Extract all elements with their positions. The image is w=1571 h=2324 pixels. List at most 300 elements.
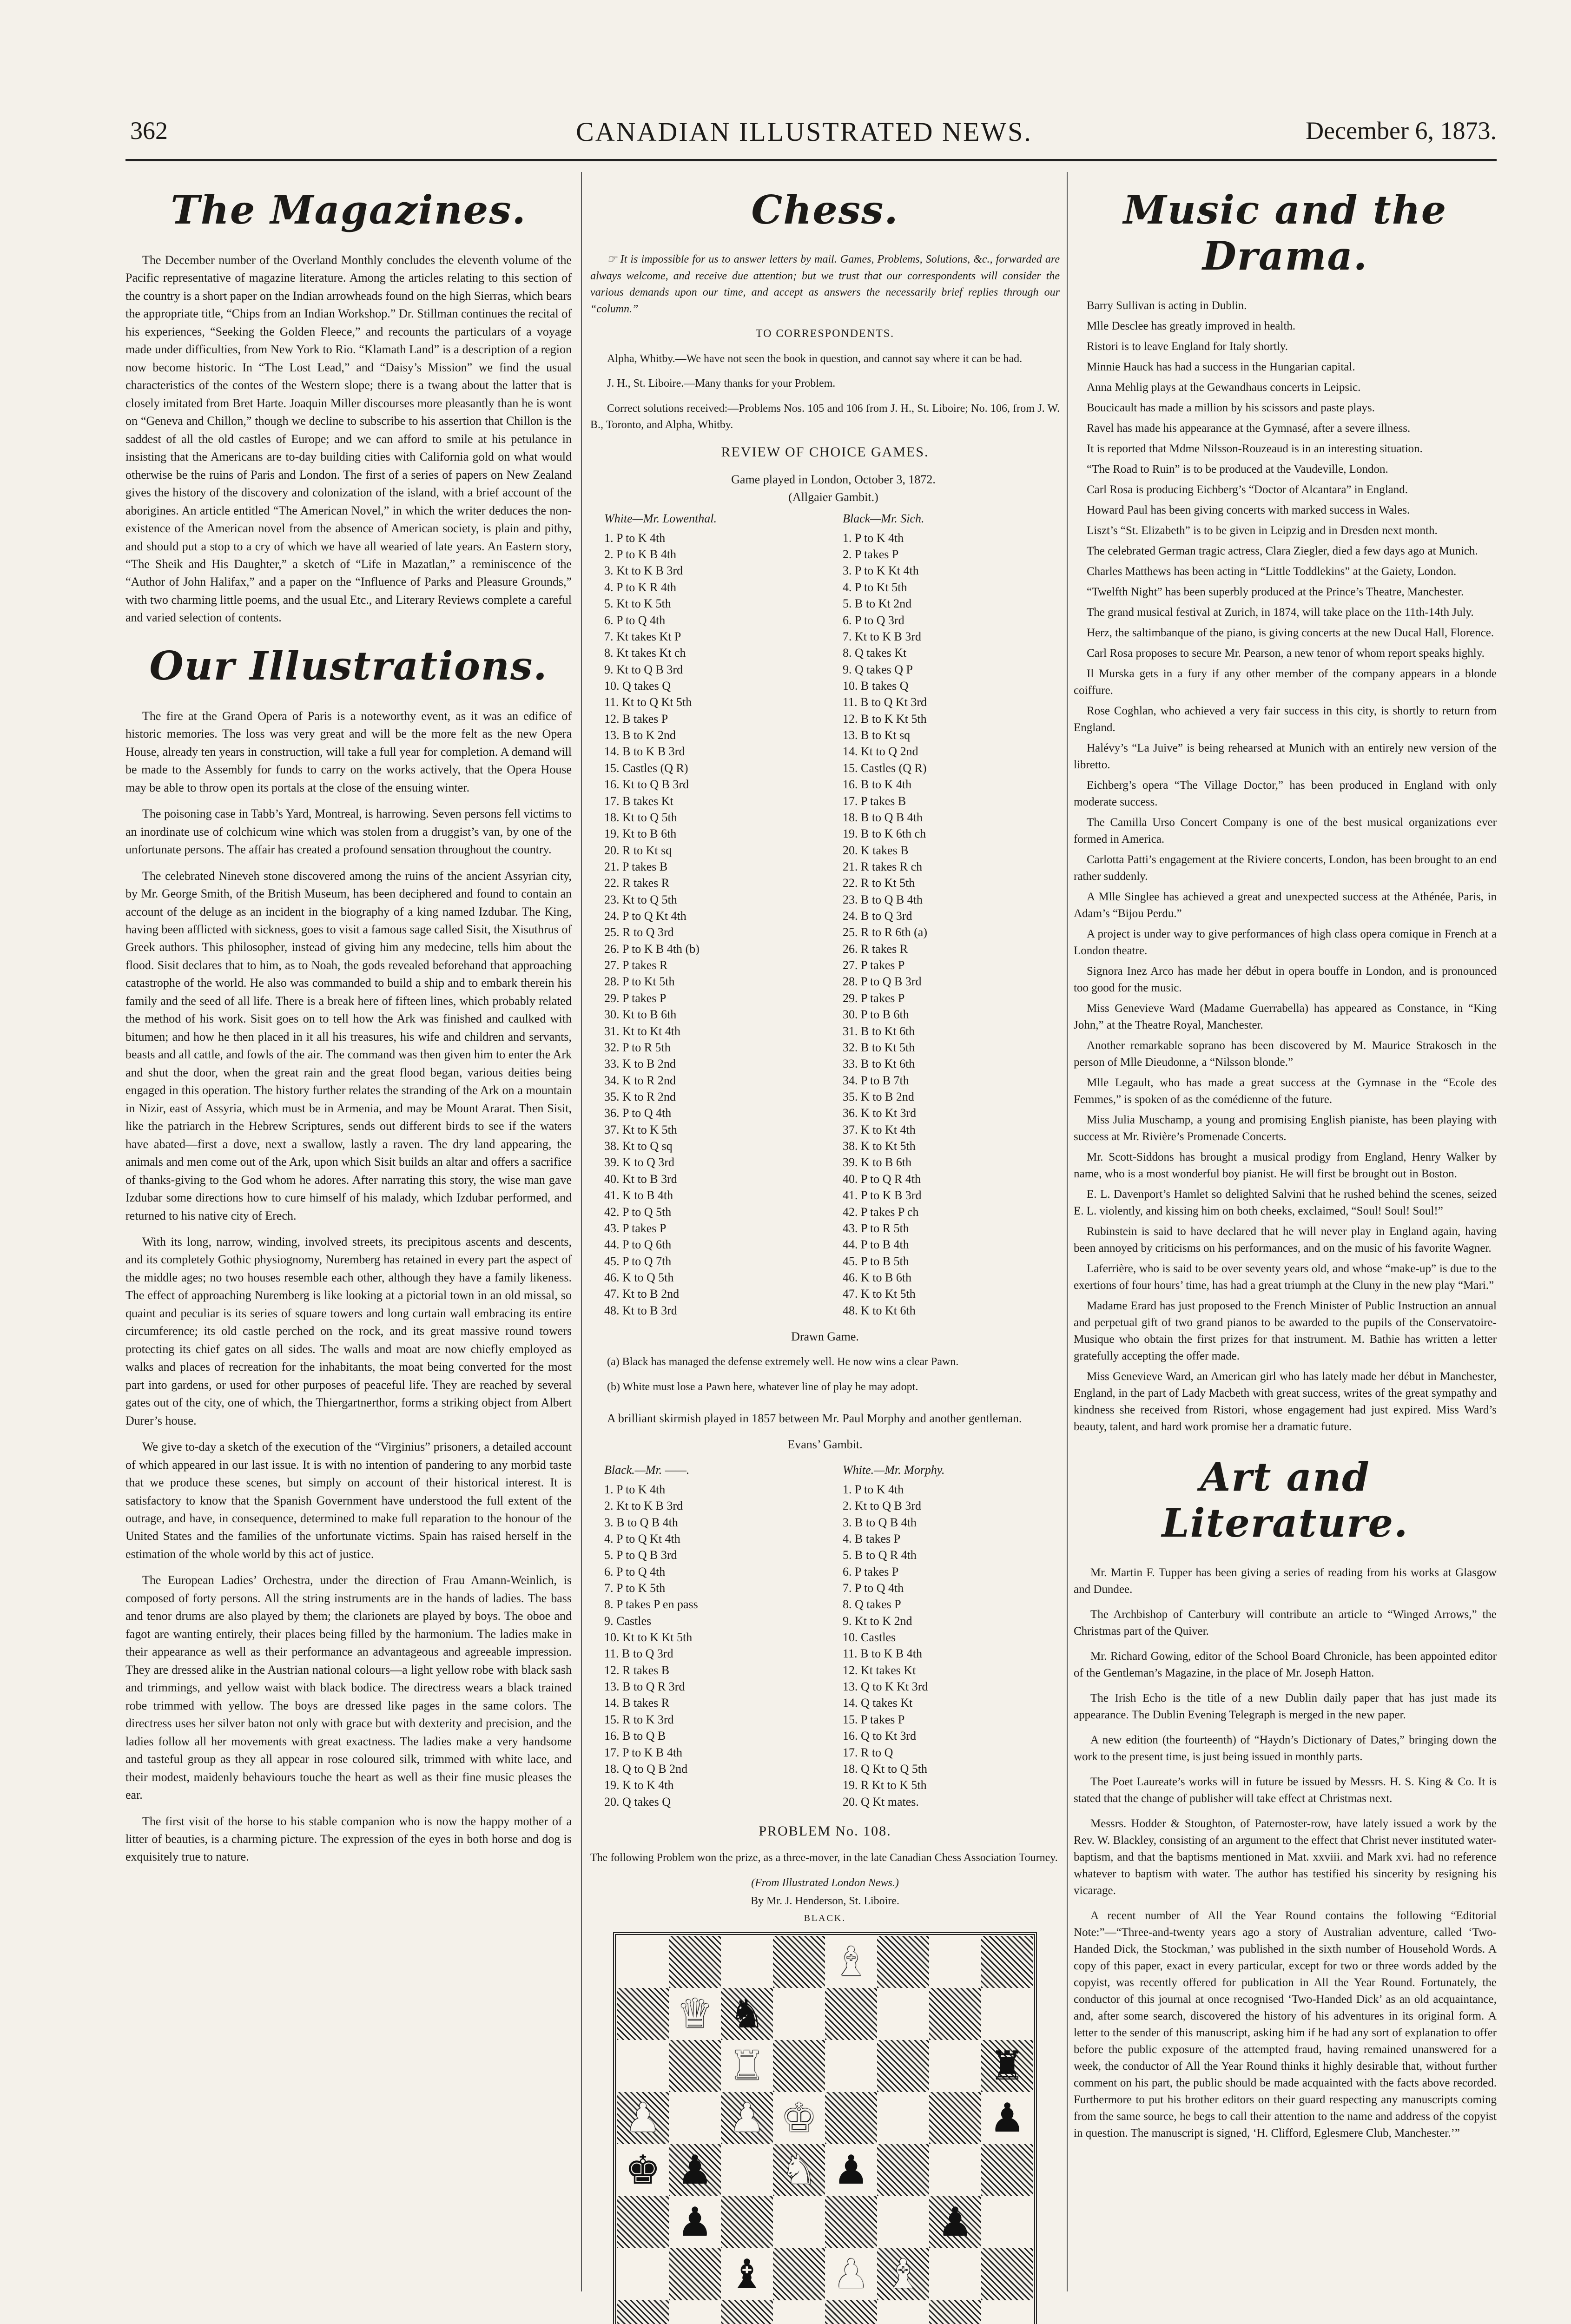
- paragraph: “The Road to Ruin” is to be produced at the Vaudeville, London.: [1087, 463, 1388, 475]
- move-line: 12. B takes P: [604, 712, 668, 726]
- move-line: 4. B takes P: [843, 1532, 901, 1545]
- board-square: [721, 1936, 773, 1988]
- chess-piece: ♟: [989, 2094, 1025, 2141]
- move-line: 16. B to Q B: [604, 1729, 666, 1743]
- move-line: 5. B to Kt 2nd: [843, 597, 912, 611]
- column-middle: [590, 177, 1060, 2324]
- move-line: 12. Kt takes Kt: [843, 1663, 916, 1677]
- move-line: 37. K to Kt 4th: [843, 1122, 916, 1136]
- board-square: [929, 1936, 981, 1988]
- move-line: 24. B to Q 3rd: [843, 909, 912, 923]
- board-square: [669, 1936, 721, 1988]
- section-heading-art: Art and Literature.: [1162, 1454, 1409, 1546]
- board-square: [877, 2300, 929, 2324]
- move-line: 42. P takes P ch: [843, 1205, 919, 1219]
- move-line: 16. B to K 4th: [843, 778, 912, 792]
- board-square: [825, 1988, 877, 2040]
- board-square: [669, 2300, 721, 2324]
- paragraph: Miss Julia Muschamp, a young and promising English pianiste, has been playing with success at Mr. Rivière’s Promenade Concerts.: [1074, 1114, 1497, 1143]
- paragraph: Miss Genevieve Ward (Madame Guerrabella) has appeared as Constance, in “King John,” at the Theatre Royal, Manchester.: [1074, 1002, 1497, 1031]
- problem-author: By Mr. J. Henderson, St. Liboire.: [751, 1895, 899, 1908]
- section-heading-music: Music and the Drama.: [1123, 187, 1447, 279]
- move-line: 29. P takes P: [604, 991, 667, 1005]
- board-square: [825, 2092, 877, 2144]
- move-line: 23. B to Q B 4th: [843, 892, 923, 906]
- paragraph: Barry Sullivan is acting in Dublin.: [1087, 299, 1247, 312]
- chess-piece: ♟: [833, 2251, 869, 2298]
- art-body: [1074, 1565, 1497, 2142]
- board-square: [669, 2248, 721, 2300]
- move-line: 2. P takes P: [843, 548, 899, 561]
- move-line: 9. Castles: [604, 1614, 652, 1628]
- chess-piece: ♚: [625, 2146, 661, 2193]
- chess-piece: ♟: [677, 2146, 713, 2193]
- game1-opening: (Allgaier Gambit.): [788, 490, 878, 504]
- move-line: 43. P to R 5th: [843, 1221, 909, 1235]
- review-title: REVIEW OF CHOICE GAMES.: [721, 444, 929, 460]
- board-square: [825, 2040, 877, 2092]
- paragraph: Liszt’s “St. Elizabeth” is to be given in Leipzig and in Dresden next month.: [1087, 524, 1438, 537]
- chess-piece: ♟: [625, 2094, 661, 2141]
- paragraph: The celebrated German tragic actress, Clara Ziegler, died a few days ago at Munich.: [1087, 545, 1478, 557]
- move-line: 7. P to K 5th: [604, 1581, 666, 1595]
- move-line: 29. P takes P: [843, 991, 905, 1005]
- chess-piece: ♞: [729, 1990, 765, 2037]
- paragraph: Mlle Desclee has greatly improved in health.: [1087, 320, 1296, 332]
- move-line: 17. P takes B: [843, 794, 906, 808]
- move-line: 5. Kt to K 5th: [604, 597, 671, 611]
- move-line: 13. B to Kt sq: [843, 728, 911, 742]
- move-line: 33. K to B 2nd: [604, 1057, 676, 1071]
- board-square: [981, 2144, 1033, 2196]
- paragraph: Rubinstein is said to have declared that he will never play in England again, having been annoyed by criticisms on his performances, and on the music of his favorite Wagner.: [1074, 1225, 1497, 1254]
- move-line: 28. P to Kt 5th: [604, 975, 675, 989]
- game2-white-moves: [843, 1462, 1046, 1810]
- move-line: 9. Q takes Q P: [843, 662, 913, 676]
- game1-result: Drawn Game.: [791, 1330, 859, 1344]
- chess-piece: ♟: [833, 2146, 869, 2193]
- move-line: 31. Kt to Kt 4th: [604, 1024, 680, 1038]
- paragraph: Ristori is to leave England for Italy shortly.: [1087, 340, 1288, 353]
- board-square: [929, 2040, 981, 2092]
- paragraph: Another remarkable soprano has been discovered by M. Maurice Strakosch in the person of Mlle Dieudonne, a “Nilsson blonde.”: [1074, 1039, 1497, 1069]
- chess-piece: ♟: [729, 2094, 765, 2141]
- music-body: [1074, 297, 1497, 1435]
- board-square: [929, 2248, 981, 2300]
- move-line: 8. Q takes Kt: [843, 646, 907, 660]
- move-line: 41. K to B 4th: [604, 1188, 673, 1202]
- board-square: [981, 2300, 1033, 2324]
- paragraph: Boucicault has made a million by his scissors and paste plays.: [1087, 402, 1375, 414]
- move-line: 8. Kt takes Kt ch: [604, 646, 686, 660]
- move-line: 10. B takes Q: [843, 679, 909, 693]
- paragraph: Mlle Legault, who has made a great success at the Gymnase in the “Ecole des Femmes,” is spoken of as the comédienne of the future.: [1074, 1076, 1497, 1106]
- move-line: 40. Kt to B 3rd: [604, 1172, 677, 1186]
- board-square: [773, 2196, 825, 2248]
- chess-piece: ♟: [677, 2199, 713, 2245]
- move-line: 32. B to Kt 5th: [843, 1040, 915, 1054]
- move-line: 19. Kt to B 6th: [604, 827, 677, 841]
- move-line: 26. R takes R: [843, 942, 908, 956]
- move-line: 45. P to B 5th: [843, 1254, 909, 1268]
- newspaper-title: CANADIAN ILLUSTRATED NEWS.: [576, 117, 1032, 147]
- board-square: [877, 2040, 929, 2092]
- paragraph: The first visit of the horse to his stable companion who is now the happy mother of a litter of beauties, is a charming picture. The expression of the eyes in both horse and dog is exquisitely true to nature.: [125, 1814, 572, 1864]
- chess-board: [613, 1932, 1037, 2324]
- move-line: 15. Castles (Q R): [843, 761, 927, 775]
- move-line: 38. K to Kt 5th: [843, 1139, 916, 1153]
- move-line: 12. R takes B: [604, 1663, 670, 1677]
- section-heading-chess: Chess.: [751, 187, 899, 233]
- move-line: 6. P takes P: [843, 1565, 899, 1578]
- correspondents-body: [590, 351, 1060, 434]
- issue-date: December 6, 1873.: [1306, 117, 1497, 145]
- paragraph: A project is under way to give performances of high class opera comique in French at a London theatre.: [1074, 928, 1497, 957]
- move-line: 10. Castles: [843, 1631, 896, 1644]
- board-square: [981, 2248, 1033, 2300]
- move-line: 18. Kt to Q 5th: [604, 810, 677, 824]
- board-square: [721, 2196, 773, 2248]
- paragraph: The December number of the Overland Monthly concludes the eleventh volume of the Pacific representative of magazine literature. Among the articles relating to this section of the country is a short paper on the Indian arrowheads found on the high Sierras, which bears the appropriate title, “Chips from an Indian Workshop.” Dr. Stillman continues the recital of his experiences, “Seeking the Golden Fleece,” and recounts the particulars of a voyage made under difficulties, from New York to Rio. “Klamath Land” is a description of a region now become historic. In “The Lost Lead,” and “Daisy’s Mission” we find the usual characteristics of the contes of the Western slope; there is a twang about the latter that is closely imitated from Bret Harte. Joaquin Miller discourses more pleasantly than he is wont on “Geneva and Chillon,” though we decline to subscribe to his assertion that Chillon is the saddest of all the old castles of Europe; and we can afford to smile at his petulance in insisting that the Americans are to-day building cities with California gold on what would otherwise be the ruins of Paris and London. The first of a series of papers on New Zealand gives the history of the discovery and colonization of the island, with a brief account of the aborigines. An article entitled “The American Novel,” in which the writer deduces the non-existence of the American novel from the absence of American society, is plain and pithy, and should put a stop to a cry of which we have all wearied of late years. An Eastern story, “The Sheik and His Daughter,” a sketch of “Life in Mazatlan,” a reminiscence of the “Author of John Halifax,” and a paper on the “Influence of Parks and Pleasure Grounds,” with two charming little poems, and the usual Etc., and Literary Reviews complete a careful and varied selection of contents.: [125, 253, 572, 625]
- move-line: 40. P to Q R 4th: [843, 1172, 921, 1186]
- section-heading-illustrations: Our Illustrations.: [149, 642, 548, 689]
- game1-black-moves: [843, 510, 1046, 1319]
- game1-white-moves: [604, 510, 807, 1319]
- paragraph: The fire at the Grand Opera of Paris is a noteworthy event, as it was an edifice of historic memories. The loss was very great and will be the more felt as the new Opera House, already ten years in construction, will take a full year for completion. A demand will be made to the Assembly for funds to carry on the works actively, that the Opera House may be able to throw open its portals at the close of the ensuing winter.: [125, 709, 572, 794]
- paragraph: Charles Matthews has been acting in “Little Toddlekins” at the Gaiety, London.: [1087, 565, 1457, 578]
- move-line: 3. B to Q B 4th: [604, 1515, 678, 1529]
- move-line: 33. B to Kt 6th: [843, 1057, 915, 1071]
- board-square: [617, 1988, 669, 2040]
- board-square: [617, 2196, 669, 2248]
- paragraph: The Irish Echo is the title of a new Dublin daily paper that has just made its appearance. The Dublin Evening Telegraph is merged in the new paper.: [1074, 1692, 1497, 1721]
- paragraph: Mr. Richard Gowing, editor of the School Board Chronicle, has been appointed editor of the Gentleman’s Magazine, in the place of Mr. Joseph Hatton.: [1074, 1650, 1497, 1679]
- move-line: 15. P takes P: [843, 1712, 905, 1726]
- move-line: 17. R to Q: [843, 1745, 893, 1759]
- board-square: [825, 2196, 877, 2248]
- chess-piece: ♞: [781, 2146, 817, 2193]
- paragraph: Ravel has made his appearance at the Gymnasé, after a severe illness.: [1087, 422, 1411, 435]
- board-square: [825, 2300, 877, 2324]
- move-line: 20. Q Kt mates.: [843, 1795, 919, 1809]
- board-square: [721, 2300, 773, 2324]
- chess-piece: ♚: [781, 2094, 817, 2141]
- move-line: 46. K to Q 5th: [604, 1270, 674, 1284]
- move-line: 27. P takes R: [604, 958, 668, 972]
- board-square: [773, 2248, 825, 2300]
- move-line: 14. Q takes Kt: [843, 1696, 913, 1710]
- illustrations-body: [125, 707, 572, 1866]
- move-line: 5. P to Q B 3rd: [604, 1548, 677, 1562]
- move-line: 3. P to K Kt 4th: [843, 564, 919, 578]
- problem-description: The following Problem won the prize, as a three-mover, in the late Canadian Chess Association Tourney.: [590, 1852, 1058, 1864]
- game1-moves: [604, 510, 1046, 1319]
- move-line: 36. P to Q 4th: [604, 1106, 672, 1120]
- paragraph: Alpha, Whitby.—We have not seen the book in question, and cannot say where it can be had.: [607, 352, 1023, 365]
- move-line: 9. Kt to K 2nd: [843, 1614, 912, 1628]
- move-line: 38. Kt to Q sq: [604, 1139, 673, 1153]
- board-square: [877, 2196, 929, 2248]
- move-line: 14. B to K B 3rd: [604, 745, 685, 759]
- move-line: 11. B to Q 3rd: [604, 1647, 673, 1661]
- chess-piece: ♛: [677, 1990, 713, 2037]
- move-line: 47. Kt to B 2nd: [604, 1287, 680, 1301]
- move-line: 6. P to Q 4th: [604, 613, 666, 627]
- move-line: 34. K to R 2nd: [604, 1073, 676, 1087]
- move-line: 6. P to Q 3rd: [843, 613, 904, 627]
- paragraph: Carl Rosa is producing Eichberg’s “Doctor of Alcantara” in England.: [1087, 483, 1408, 496]
- move-line: 9. Kt to Q B 3rd: [604, 662, 683, 676]
- board-square: [877, 1988, 929, 2040]
- move-line: 7. P to Q 4th: [843, 1581, 904, 1595]
- move-line: 18. Q to Q B 2nd: [604, 1762, 688, 1776]
- move-line: 27. P takes P: [843, 958, 905, 972]
- move-line: 25. R to R 6th (a): [843, 925, 927, 939]
- paragraph: Halévy’s “La Juive” is being rehearsed at Munich with an entirely new version of the libretto.: [1074, 742, 1497, 771]
- move-line: 7. Kt takes Kt P: [604, 629, 681, 643]
- move-line: 28. P to Q B 3rd: [843, 975, 922, 989]
- move-line: 4. P to Kt 5th: [843, 580, 907, 594]
- move-line: 8. Q takes P: [843, 1598, 901, 1611]
- move-line: 15. R to K 3rd: [604, 1712, 674, 1726]
- column-left: [125, 177, 572, 1875]
- problem-title: PROBLEM No. 108.: [759, 1823, 891, 1839]
- move-line: 43. P takes P: [604, 1221, 667, 1235]
- move-line: 1. P to K 4th: [604, 1482, 666, 1496]
- move-line: 18. Q Kt to Q 5th: [843, 1762, 927, 1776]
- chess-notice: ☞ It is impossible for us to answer letters by mail. Games, Problems, Solutions, &c., forwarded are always welcome, and receive due attention; but we trust that our correspondents will consider the various demands upon our time, and accept as answers the necessarily brief replies through our “column.”: [590, 253, 1060, 315]
- move-line: 1. P to K 4th: [604, 531, 666, 545]
- paragraph: Howard Paul has been giving concerts with marked success in Wales.: [1087, 504, 1410, 516]
- board-square: [877, 1936, 929, 1988]
- column-right: [1074, 177, 1497, 2150]
- board-square: [929, 1988, 981, 2040]
- game1-black-head: Black—Mr. Sich.: [843, 512, 924, 526]
- game1-white-head: White—Mr. Lowenthal.: [604, 512, 717, 526]
- move-line: 22. R takes R: [604, 876, 670, 890]
- move-line: 42. P to Q 5th: [604, 1205, 672, 1219]
- move-line: 14. Kt to Q 2nd: [843, 745, 918, 759]
- board-square: [617, 1936, 669, 1988]
- paragraph: Anna Mehlig plays at the Gewandhaus concerts in Leipsic.: [1087, 381, 1361, 394]
- move-line: 47. K to Kt 5th: [843, 1287, 916, 1301]
- paragraph: Messrs. Hodder & Stoughton, of Paternoster-row, have lately issued a work by the Rev. W. Blackley, consisting of an argument to the effect that Christ never instituted water-baptism, and that the baptisms mentioned in Mat. xxviii. and Mark xvi. had no reference whatever to baptism with water. The author has testified his sincerity by resigning his vicarage.: [1074, 1817, 1497, 1897]
- game2-black-head: Black.—Mr. ——.: [604, 1463, 690, 1477]
- section-heading-magazines: The Magazines.: [171, 187, 527, 233]
- paragraph: Minnie Hauck has had a success in the Hungarian capital.: [1087, 361, 1355, 373]
- paragraph: A recent number of All the Year Round contains the following “Editorial Note:”—“Three-and-twenty years ago a story of Australian adventure, called ‘Two-Handed Dick, the Stockman,’ was published in the sixth number of Household Words. A copy of this paper, exact in every particular, except for two or three words added by the copyist, was recently offered for publication in All the Year Round. Fortunately, the conductor of this journal at once recognised ‘Two-Handed Dick’ as an old acquaintance, and, after some search, discovered the history of his adventures in its original form. A letter to the sender of this manuscript, asking him if he had any sort of explanation to offer before the public exposure of the attempted fraud, having remained unanswered for a week, the conductor of All the Year Round thinks it highly desirable that, without further comment on his part, the public should be made acquainted with the facts above recorded. Furthermore to put his brother editors on their guard respecting any manuscripts coming from the same source, he begs to call their attention to the name and address of the copyist in question. The manuscript is signed, ‘H. Clifford, Eglesmere Club, Manchester.’”: [1074, 1909, 1497, 2139]
- move-line: 19. K to K 4th: [604, 1778, 674, 1792]
- move-line: 26. P to K B 4th (b): [604, 942, 700, 956]
- move-line: 35. K to B 2nd: [843, 1089, 914, 1103]
- board-square: [721, 2144, 773, 2196]
- game2-moves: [604, 1462, 1046, 1810]
- move-line: 4. P to Q Kt 4th: [604, 1532, 680, 1545]
- move-line: 13. B to K 2nd: [604, 728, 676, 742]
- board-square: [773, 2040, 825, 2092]
- move-line: 13. B to Q R 3rd: [604, 1680, 685, 1694]
- chess-piece: ♝: [729, 2251, 765, 2298]
- chess-piece: ♝: [885, 2251, 921, 2298]
- move-line: 10. Kt to K Kt 5th: [604, 1631, 693, 1644]
- paragraph: Eichberg’s opera “The Village Doctor,” has been produced in England with only moderate success.: [1074, 779, 1497, 808]
- game1-note-b: (b) White must lose a Pawn here, whatever line of play he may adopt.: [607, 1381, 918, 1393]
- paragraph: Carlotta Patti’s engagement at the Riviere concerts, London, has been brought to an end rather suddenly.: [1074, 853, 1497, 883]
- board-square: [773, 1988, 825, 2040]
- board-square: [773, 1936, 825, 1988]
- move-line: 11. B to K B 4th: [843, 1647, 922, 1661]
- move-line: 7. Kt to K B 3rd: [843, 629, 921, 643]
- move-line: 3. Kt to K B 3rd: [604, 564, 683, 578]
- board-black-label: BLACK.: [804, 1913, 846, 1923]
- move-line: 14. B takes R: [604, 1696, 670, 1710]
- board-square: [617, 2248, 669, 2300]
- paragraph: “Twelfth Night” has been superbly produced at the Prince’s Theatre, Manchester.: [1087, 586, 1464, 598]
- board-square: [981, 2196, 1033, 2248]
- move-line: 34. P to B 7th: [843, 1073, 909, 1087]
- page-header: [112, 116, 1497, 149]
- move-line: 44. P to Q 6th: [604, 1238, 672, 1252]
- move-line: 30. Kt to B 6th: [604, 1008, 677, 1022]
- paragraph: Signora Inez Arco has made her début in opera bouffe in London, and is pronounced too good for the music.: [1074, 965, 1497, 994]
- board-square: [773, 2300, 825, 2324]
- move-line: 31. B to Kt 6th: [843, 1024, 915, 1038]
- game1-note-a: (a) Black has managed the defense extremely well. He now wins a clear Pawn.: [607, 1356, 959, 1368]
- move-line: 41. P to K B 3rd: [843, 1188, 922, 1202]
- move-line: 10. Q takes Q: [604, 679, 671, 693]
- problem-source: (From Illustrated London News.): [751, 1876, 899, 1889]
- move-line: 32. P to R 5th: [604, 1040, 671, 1054]
- paragraph: The poisoning case in Tabb’s Yard, Montreal, is harrowing. Seven persons fell victims to an inordinate use of colchicum wine which was stolen from a druggist’s van, by one of the unfortunate persons. The affair has created a profound sensation throughout the country.: [125, 807, 572, 857]
- move-line: 15. Castles (Q R): [604, 761, 688, 775]
- game2-black-moves: [604, 1462, 807, 1810]
- move-line: 12. B to K Kt 5th: [843, 712, 927, 726]
- move-line: 21. P takes B: [604, 859, 668, 873]
- chess-piece: ♜: [729, 2042, 765, 2089]
- move-line: 39. K to Q 3rd: [604, 1155, 674, 1169]
- move-line: 48. K to Kt 6th: [843, 1303, 916, 1317]
- paragraph: It is reported that Mdme Nilsson-Rouzeaud is in an interesting situation.: [1087, 442, 1423, 455]
- paragraph: The European Ladies’ Orchestra, under the direction of Frau Amann-Weinlich, is composed of forty persons. All the string instruments are in the hands of ladies. The bass and tenor drums are also played by them; the clarionets are played by boys. The oboe and fagot are wanting entirely, their places being filled by the harmonium. The ladies make in their appearance as well as their performance an advantageous and agreeable impression. They are dressed alike in the Austrian national colours—a light yellow robe with black sash and trimmings, and yellow waist with black bodice. The directress wears a black trained robe trimmed with yellow. The boys are dressed like pages in the same colors. The directress uses her silver baton not only with grace but with dexterity and precision, and the ladies follow all her movements with great exactness. The ladies make a very handsome and tasteful group as they all appear in rose coloured silk, trimmed with white lace, and their modest, maidenly behaviours touche the heart as well as their fine music pleases the ear.: [125, 1573, 572, 1802]
- move-line: 20. Q takes Q: [604, 1795, 671, 1809]
- paragraph: Carl Rosa proposes to secure Mr. Pearson, a new tenor of whom report speaks highly.: [1087, 647, 1485, 660]
- chess-piece: ♜: [989, 2042, 1025, 2089]
- move-line: 6. P to Q 4th: [604, 1565, 666, 1578]
- move-line: 13. Q to K Kt 3rd: [843, 1680, 928, 1694]
- board-square: [617, 2300, 669, 2324]
- move-line: 39. K to B 6th: [843, 1155, 912, 1169]
- paragraph: We give to-day a sketch of the execution of the “Virginius” prisoners, a detailed account of which appeared in our last issue. It is with no intention of pandering to any morbid taste that we produce these scenes, but simply on account of their historical interest. It is satisfactory to know that the Spanish Government have understood the full extent of the outrage, and have, in consequence, determined to make full reparation to the honour of the United States and the families of the unfortunate victims. Spain has raised herself in the estimation of the whole world by this act of justice.: [125, 1440, 572, 1561]
- header-rule: [125, 159, 1497, 161]
- paragraph: A new edition (the fourteenth) of “Haydn’s Dictionary of Dates,” bringing down the work to the present time, is just being issued in monthly parts.: [1074, 1734, 1497, 1763]
- move-line: 45. P to Q 7th: [604, 1254, 672, 1268]
- move-line: 8. P takes P en pass: [604, 1598, 698, 1611]
- paragraph: Il Murska gets in a fury if any other member of the company appears in a blonde coiffure.: [1074, 667, 1497, 697]
- paragraph: Correct solutions received:—Problems Nos. 105 and 106 from J. H., St. Liboire; No. 106, from J. W. B., Toronto, and Alpha, Whitby.: [590, 402, 1060, 431]
- board-square: [981, 1988, 1033, 2040]
- paragraph: The Camilla Urso Concert Company is one of the best musical organizations ever formed in America.: [1074, 816, 1497, 845]
- move-line: 2. P to K B 4th: [604, 548, 677, 561]
- move-line: 21. R takes R ch: [843, 859, 923, 873]
- move-line: 35. K to R 2nd: [604, 1089, 676, 1103]
- paragraph: The celebrated Nineveh stone discovered among the ruins of the ancient Assyrian city, by Mr. George Smith, of the British Museum, has been deciphered and found to contain an account of the deluge as an incident in the biography of a king named Izdubar. The King, having been afflicted with sickness, goes to visit a famous sage called Sisit, the Xisuthrus of Greek authors. This philosopher, instead of giving him any medecine, tells him about the flood. Sisit declares that to him, as to Noah, the gods revealed beforehand that approaching catastrophe of the world. He also was commanded to build a ship and to embark therein his family and the seed of all life. There is a break here of fifteen lines, which probably related the method of his work. Sisit goes on to tell how the Ark was finished and caulked with bitumen; and how he then placed in it all his treasures, his wife and children and servants, beasts and all cattle, and fowls of the air. The command was then given him to enter the Ark and shut the door, when the great rain and the great flood began, various deities being engaged in this operation. The history further relates the stranding of the Ark on a mountain in Nizir, east of Assyria, which must be in Armenia, and may be Mount Ararat. Then Sisit, like the patriarch in the Hebrew Scriptures, sends out different birds to see if the waters have abated—first a dove, next a swallow, lastly a raven. The dry land appearing, the animals and men come out of the Ark, upon which Sisit builds an altar and offers a sacrifice of thanks-giving to the God whom he adores. After narrating this story, the wise man gave Izdubar some directions how to cure himself of his malady, which Izdubar performed, and returned to his native city of Erech.: [125, 869, 572, 1222]
- move-line: 16. Kt to Q B 3rd: [604, 778, 689, 792]
- move-line: 11. B to Q Kt 3rd: [843, 695, 927, 709]
- column-divider: [1067, 172, 1068, 2291]
- move-line: 1. P to K 4th: [843, 531, 904, 545]
- magazines-body: [125, 251, 572, 627]
- paragraph: The Archbishop of Canterbury will contribute an article to “Winged Arrows,” the Christmas part of the Quiver.: [1074, 1608, 1497, 1637]
- move-line: 11. Kt to Q Kt 5th: [604, 695, 692, 709]
- game2-intro: A brilliant skirmish played in 1857 between Mr. Paul Morphy and another gentleman.: [607, 1411, 1022, 1425]
- move-line: 3. B to Q B 4th: [843, 1515, 917, 1529]
- paragraph: The grand musical festival at Zurich, in 1874, will take place on the 11th-14th July.: [1087, 606, 1474, 619]
- board-square: [669, 2092, 721, 2144]
- board-square: [981, 1936, 1033, 1988]
- chess-piece: ♟: [937, 2199, 973, 2245]
- board-square: [929, 2092, 981, 2144]
- page-number: 362: [130, 117, 168, 145]
- move-line: 19. B to K 6th ch: [843, 827, 926, 841]
- move-line: 1. P to K 4th: [843, 1482, 904, 1496]
- move-line: 37. Kt to K 5th: [604, 1122, 677, 1136]
- paragraph: Miss Genevieve Ward, an American girl who has lately made her début in Manchester, England, in the part of Lady Macbeth with great success, writes of the great sympathy and kindness she received from Ristori, whose engagement had just expired. Miss Ward’s beauty, talent, and hard work promise her a dramatic future.: [1074, 1370, 1497, 1433]
- paragraph: A Mlle Singlee has achieved a great and unexpected success at the Athénée, Paris, in Adam’s “Bijou Perdu.”: [1074, 891, 1497, 920]
- move-line: 22. R to Kt 5th: [843, 876, 915, 890]
- board-square: [929, 2300, 981, 2324]
- paragraph: Laferrière, who is said to be over seventy years old, and whose “make-up” is due to the exertions of four hours’ time, has had a great triumph at the Cluny in the new play “Mari.”: [1074, 1262, 1497, 1292]
- move-line: 25. R to Q 3rd: [604, 925, 674, 939]
- move-line: 36. K to Kt 3rd: [843, 1106, 917, 1120]
- board-square: [929, 2144, 981, 2196]
- move-line: 23. Kt to Q 5th: [604, 892, 677, 906]
- move-line: 19. R Kt to K 5th: [843, 1778, 927, 1792]
- chess-piece: ♝: [833, 1938, 869, 1985]
- paragraph: Rose Coghlan, who achieved a very fair success in this city, is shortly to return from England.: [1074, 705, 1497, 734]
- to-correspondents-heading: TO CORRESPONDENTS.: [755, 328, 895, 340]
- paragraph: Mr. Martin F. Tupper has been giving a series of reading from his works at Glasgow and Dundee.: [1074, 1566, 1497, 1596]
- board-square: [877, 2144, 929, 2196]
- move-line: 17. B takes Kt: [604, 794, 673, 808]
- move-line: 4. P to K R 4th: [604, 580, 677, 594]
- paragraph: Madame Erard has just proposed to the French Minister of Public Instruction an annual and perpetual gift of two grand pianos to be awarded to the pupils of the Conservatoire-Musique who obtain the first prizes for that instrument. M. Bathie has written a letter gratefully accepting the offer made.: [1074, 1300, 1497, 1362]
- move-line: 18. B to Q B 4th: [843, 810, 923, 824]
- game2-white-head: White.—Mr. Morphy.: [843, 1463, 945, 1477]
- paragraph: E. L. Davenport’s Hamlet so delighted Salvini that he rushed behind the scenes, seized E. L. violently, and kissing him on both cheeks, exclaimed, “Soul! Soul! Soul!”: [1074, 1188, 1497, 1217]
- move-line: 24. P to Q Kt 4th: [604, 909, 686, 923]
- move-line: 2. Kt to Q B 3rd: [843, 1499, 921, 1513]
- paragraph: Mr. Scott-Siddons has brought a musical prodigy from England, Henry Walker by name, who is a most wonderful boy pianist. He will first be brought out in Boston.: [1074, 1151, 1497, 1180]
- move-line: 2. Kt to K B 3rd: [604, 1499, 683, 1513]
- move-line: 20. K takes B: [843, 843, 909, 857]
- game1-info: Game played in London, October 3, 1872.: [731, 473, 936, 487]
- move-line: 30. P to B 6th: [843, 1008, 909, 1022]
- move-line: 44. P to B 4th: [843, 1238, 909, 1252]
- move-line: 20. R to Kt sq: [604, 843, 672, 857]
- move-line: 16. Q to Kt 3rd: [843, 1729, 917, 1743]
- board-square: [617, 2040, 669, 2092]
- paragraph: J. H., St. Liboire.—Many thanks for your Problem.: [607, 377, 836, 390]
- game2-title: Evans’ Gambit.: [787, 1437, 863, 1451]
- paragraph: With its long, narrow, winding, involved streets, its precipitous ascents and descents, and its completely Gothic physiognomy, Nuremberg has retained in every part the aspect of the middle ages; no two houses resemble each other, although they have a family likeness. The effect of approaching Nuremberg is like looking at a pictorial town in an old missal, so quaint and peculiar is its series of square towers and long curtain wall embracing its entire circumference; its old castle perched on the rock, and its great massive round towers protecting its chief gates on all sides. The walls and moat are now chiefly employed as walks and places of recreation for the inhabitants, the moat being converted for the most part into gardens, or used for other purposes of peaceful life. They are reached by several gates out of the city, one of which, the Thiergartnerthor, forms a striking object from Albert Durer’s house.: [125, 1235, 572, 1427]
- move-line: 48. Kt to B 3rd: [604, 1303, 677, 1317]
- board-square: [669, 2040, 721, 2092]
- paragraph: The Poet Laureate’s works will in future be issued by Messrs. H. S. King & Co. It is stated that the change of publisher will take effect at Christmas next.: [1074, 1776, 1497, 1805]
- move-line: 46. K to B 6th: [843, 1270, 912, 1284]
- column-divider: [581, 172, 582, 2291]
- move-line: 5. B to Q R 4th: [843, 1548, 917, 1562]
- board-square: [877, 2092, 929, 2144]
